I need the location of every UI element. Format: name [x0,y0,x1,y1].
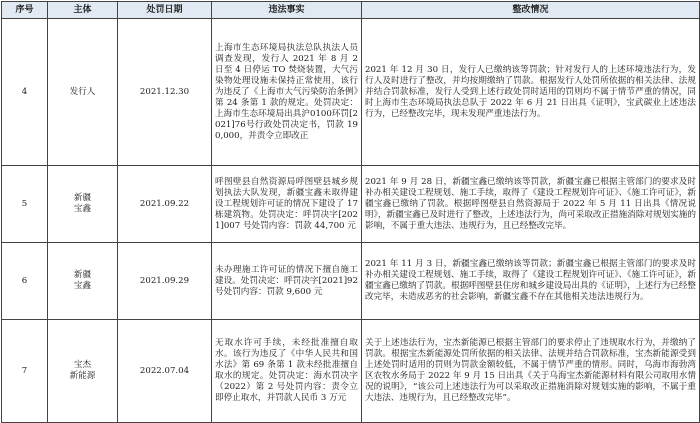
header-violation: 违法事实 [212,2,362,19]
row-rectification: 2021 年 11 月 3 日，新疆宝鑫已缴纳该等罚款；新疆宝鑫已根据主管部门的要求及时补办相关建设工程规划、施工手续，取得了《建设工程规划许可证》、《施工许可证》，新疆宝鑫已缴纳了罚款。根据呼图壁县住房和城乡建设局出具的《证明》，上述行为已经整改完毕，未造成恶劣的社会影响，新疆宝鑫不存在其他相关违法违规行为。 [362,243,700,320]
row-rectification: 2021 年 9 月 28 日，新疆宝鑫已缴纳该等罚款，新疆宝鑫已根据主管部门的要求及时补办相关建设工程规划、施工手续，取得了《建设工程规划许可证》、《施工许可证》，新疆宝鑫已缴纳了罚款。根据呼图壁县自然资源局于 2022 年 5 月 11 日出具《情况说明》，新疆宝鑫已及时进行了整改，上述违法行为，尚可采取改正措施消除对规划实施的影响，不属于重大违法、违规行为，且已经整改完毕。 [362,166,700,243]
row-date: 2021.09.22 [118,166,212,243]
row-violation: 上海市生态环境局执法总队执法人员调查发现，发行人 2021 年 8 月 2 日至 4 日停运 TO 焚烧装置，大气污染物处理设施未保持正常使用，该行为违反了《上海市大气污染防治条例》第 24 条第 1 款的规定。处罚决定：上海市生态环境局出具沪0100环罚[2021]76号行政处罚决定书，罚款 190,000，并责令立即改正 [212,19,362,166]
header-index: 序号 [2,2,48,19]
row-subject: 发行人 [48,19,118,166]
row-rectification: 2021 年 12 月 30 日，发行人已缴纳该等罚款；针对发行人的上述环境违法行为，发行人及时进行了整改，并均按期缴纳了罚款。根据发行人处罚所依据的相关法律、法规并结合罚款标准，发行人受到上述行政处罚时适用的罚则均不属于情节严重的情况，同时上海市生态环境局执法总队于 2022 年 6 月 21 日出具《证明》，宝武碳业上述违法行为，已经整改完毕，现未发现严重违法行为。 [362,19,700,166]
row-date: 2021.09.29 [118,243,212,320]
header-date: 处罚日期 [118,2,212,19]
row-violation: 呼图壁县自然资源局呼图壁县城乡规划执法大队发现，新疆宝鑫未取得建设工程规划许可证的情况下建设了 17 栋建筑物。处罚决定：呼罚决字[2021]007 号处罚内容：罚款 44,700 元 [212,166,362,243]
penalty-table [1,1,700,423]
row-subject: 新疆 宝鑫 [48,243,118,320]
row-subject: 宝杰 新能源 [48,320,118,423]
row-subject: 新疆 宝鑫 [48,166,118,243]
row-date: 2022.07.04 [118,320,212,423]
table-header-row [2,2,700,19]
row-index: 5 [2,166,48,243]
row-index: 4 [2,19,48,166]
table-row [2,166,700,243]
row-index: 6 [2,243,48,320]
table-row [2,243,700,320]
row-date: 2021.12.30 [118,19,212,166]
row-index: 7 [2,320,48,423]
header-subject: 主体 [48,2,118,19]
table-row [2,320,700,423]
row-violation: 无取水许可手续，未经批准擅自取水。该行为违反了《中华人民共和国水法》第 69 条第 1 款未经批准擅自取水的规定。处罚决定：海水罚决字（2022）第 2 号处罚内容：责令立即停止取水，并罚款人民币 3 万元 [212,320,362,423]
row-rectification: 关于上述违法行为，宝杰新能源已根据主管部门的要求停止了违规取水行为，并缴纳了罚款。根据宝杰新能源处罚所依据的相关法律、法规并结合罚款标准，宝杰新能源受到上述处罚时适用的罚则为罚款金额较低，不属于情节严重的情形。同时，乌海市海勃湾区农牧水务局于 2022 年 9 月 15 日出具《关于乌海宝杰新能源材料有限公司取用水情况的说明》，“该公司上述违法行为可以采取改正措施消除对规划实施的影响，不属于重大违法、违规行为，且已经整改完毕”。 [362,320,700,423]
table-row [2,19,700,166]
row-violation: 未办理施工许可证的情况下擅自施工建设。处罚决定：呼罚决字[2021]92 号处罚内容：罚款 9,600 元 [212,243,362,320]
header-rectification: 整改情况 [362,2,700,19]
